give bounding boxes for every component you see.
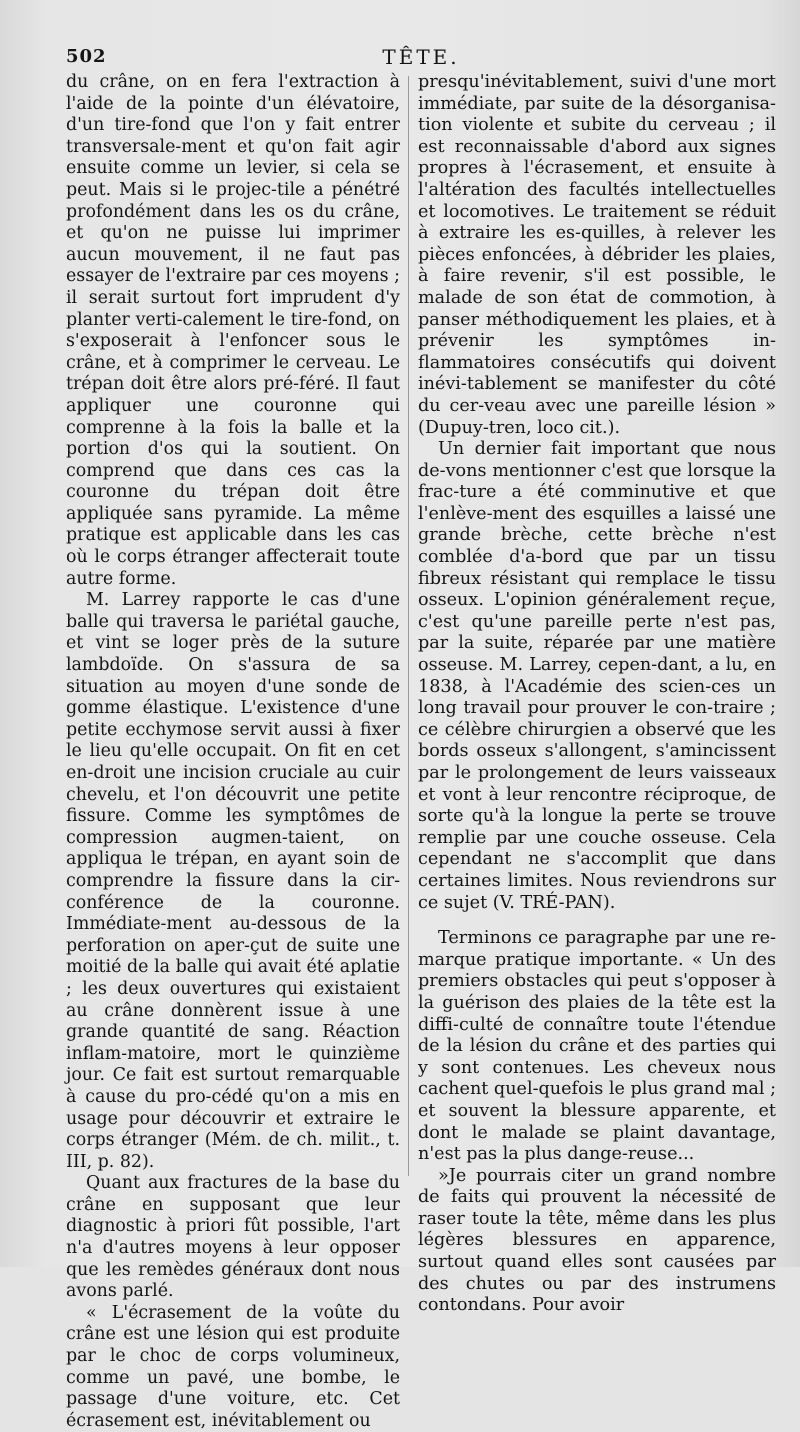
paragraph: M. Larrey rapporte le cas d'une balle qui traversa le pariétal gauche, et vint se loger près de la suture lambdoïde. On s'assura de sa situation au moyen d'une sonde de gomme élastique. L'existence d'une petite ecchymose servit aussi à fixer le lieu qu'elle occupait. On fit en cet en-droit une incision cruciale au cuir chevelu, et l'on découvrit une petite fissure. Comme les symptômes de compression augmen-taient, on appliqua le trépan, en ayant soin de comprendre la fissure dans la cir-conférence de la couronne. Immédiate-ment au-dessous de la perforation on aper-çut de suite une moitié de la balle qui avait été aplatie ; les deux ouvertures qui existaient au crâne donnèrent issue à une grande quantité de sang. Réaction inflam-matoire, mort le quinzième jour. Ce fait est surtout remarquable à cause du pro-cédé qu'on a mis en usage pour découvrir et extraire le corps étranger (Mém. de ch. milit., t. III, p. 82). xyxy=(66,590,400,1172)
running-title: TÊTE. xyxy=(382,45,460,69)
right-column xyxy=(418,72,777,1316)
paragraph: du crâne, on en fera l'extraction à l'aide de la pointe d'un élévatoire, d'un tire-fond que l'on y fait entrer transversale-ment et qu'on fait agir ensuite comme un levier, si cela se peut. Mais si le projec-tile a pénétré profondément dans les os du crâne, et qu'on ne puisse lui imprimer aucun mouvement, il ne faut pas essayer de l'extraire par ces moyens ; il serait surtout fort imprudent d'y planter verti-calement le tire-fond, on s'exposerait à l'enfoncer sous le crâne, et à comprimer le cerveau. Le trépan doit être alors pré-féré. Il faut appliquer une couronne qui comprenne à la fois la balle et la portion d'os qui la soutient. On comprend que dans ces cas la couronne du trépan doit être appliquée sans pyramide. La même pratique est applicable dans les cas où le corps étranger affecterait toute autre forme. xyxy=(66,72,400,589)
column-divider xyxy=(408,76,409,1176)
left-column xyxy=(66,72,400,1431)
page-header xyxy=(66,40,776,70)
paragraph: presqu'inévitablement, suivi d'une mort immédiate, par suite de la désorganisa-tion violente et subite du cerveau ; il est reconnaissable d'abord aux signes propres à l'écrasement, et ensuite à l'altération des facultés intellectuelles et locomotives. Le traitement se réduit à extraire les es-quilles, à relever les pièces enfoncées, à débrider les plaies, à faire revenir, s'il est possible, le malade de son état de commotion, à panser méthodiquement les plaies, et à prévenir les symptômes in-flammatoires consécutifs qui doivent inévi-tablement se manifester du côté du cer-veau avec une pareille lésion » (Dupuy-tren, loco cit.). xyxy=(418,72,776,438)
paragraph: « L'écrasement de la voûte du crâne est une lésion qui est produite par le choc de corps volumineux, comme un pavé, une bombe, le passage d'une voiture, etc. Cet écrasement est, inévitablement ou xyxy=(66,1302,400,1431)
paragraph: Un dernier fait important que nous de-vons mentionner c'est que lorsque la frac-ture a été comminutive et que l'enlève-ment des esquilles a laissé une grande brèche, cette brèche n'est comblée d'a-bord que par un tissu fibreux résistant qui remplace le tissu osseux. L'opinion généralement reçue, c'est qu'une pareille perte n'est pas, par la suite, réparée par une matière osseuse. M. Larrey, cepen-dant, a lu, en 1838, à l'Académie des scien-ces un long travail pour prouver le con-traire ; ce célèbre chirurgien a observé que les bords osseux s'allongent, s'amincissent par le prolongement de leurs vaisseaux et vont à leur rencontre réciproque, de sorte qu'à la longue la perte se trouve remplie par une couche osseuse. Cela cependant ne s'accomplit que dans certaines limites. Nous reviendrons sur ce sujet (V. TRÉ-PAN). xyxy=(418,439,776,913)
paragraph: »Je pourrais citer un grand nombre de faits qui prouvent la nécessité de raser toute la tête, même dans les plus légères blessures en apparence, surtout quand elles sont causées par des chutes ou par des instrumens contondans. Pour avoir xyxy=(418,1165,776,1316)
page-number: 502 xyxy=(66,46,107,67)
paragraph: Quant aux fractures de la base du crâne en supposant que leur diagnostic à priori fût possible, l'art n'a d'autres moyens à leur opposer que les remèdes généraux dont nous avons parlé. xyxy=(66,1173,400,1302)
paragraph: Terminons ce paragraphe par une re-marque pratique importante. « Un des premiers obstacles qui peut s'opposer à la guérison des plaies de la tête est la diffi-culté de connaître toute l'étendue de la lésion du crâne et des parties qui y sont contenues. Les cheveux nous cachent quel-quefois le plus grand mal ; et souvent la blessure apparente, et dont le malade se plaint davantage, n'est pas la plus dange-reuse... xyxy=(418,928,777,1165)
